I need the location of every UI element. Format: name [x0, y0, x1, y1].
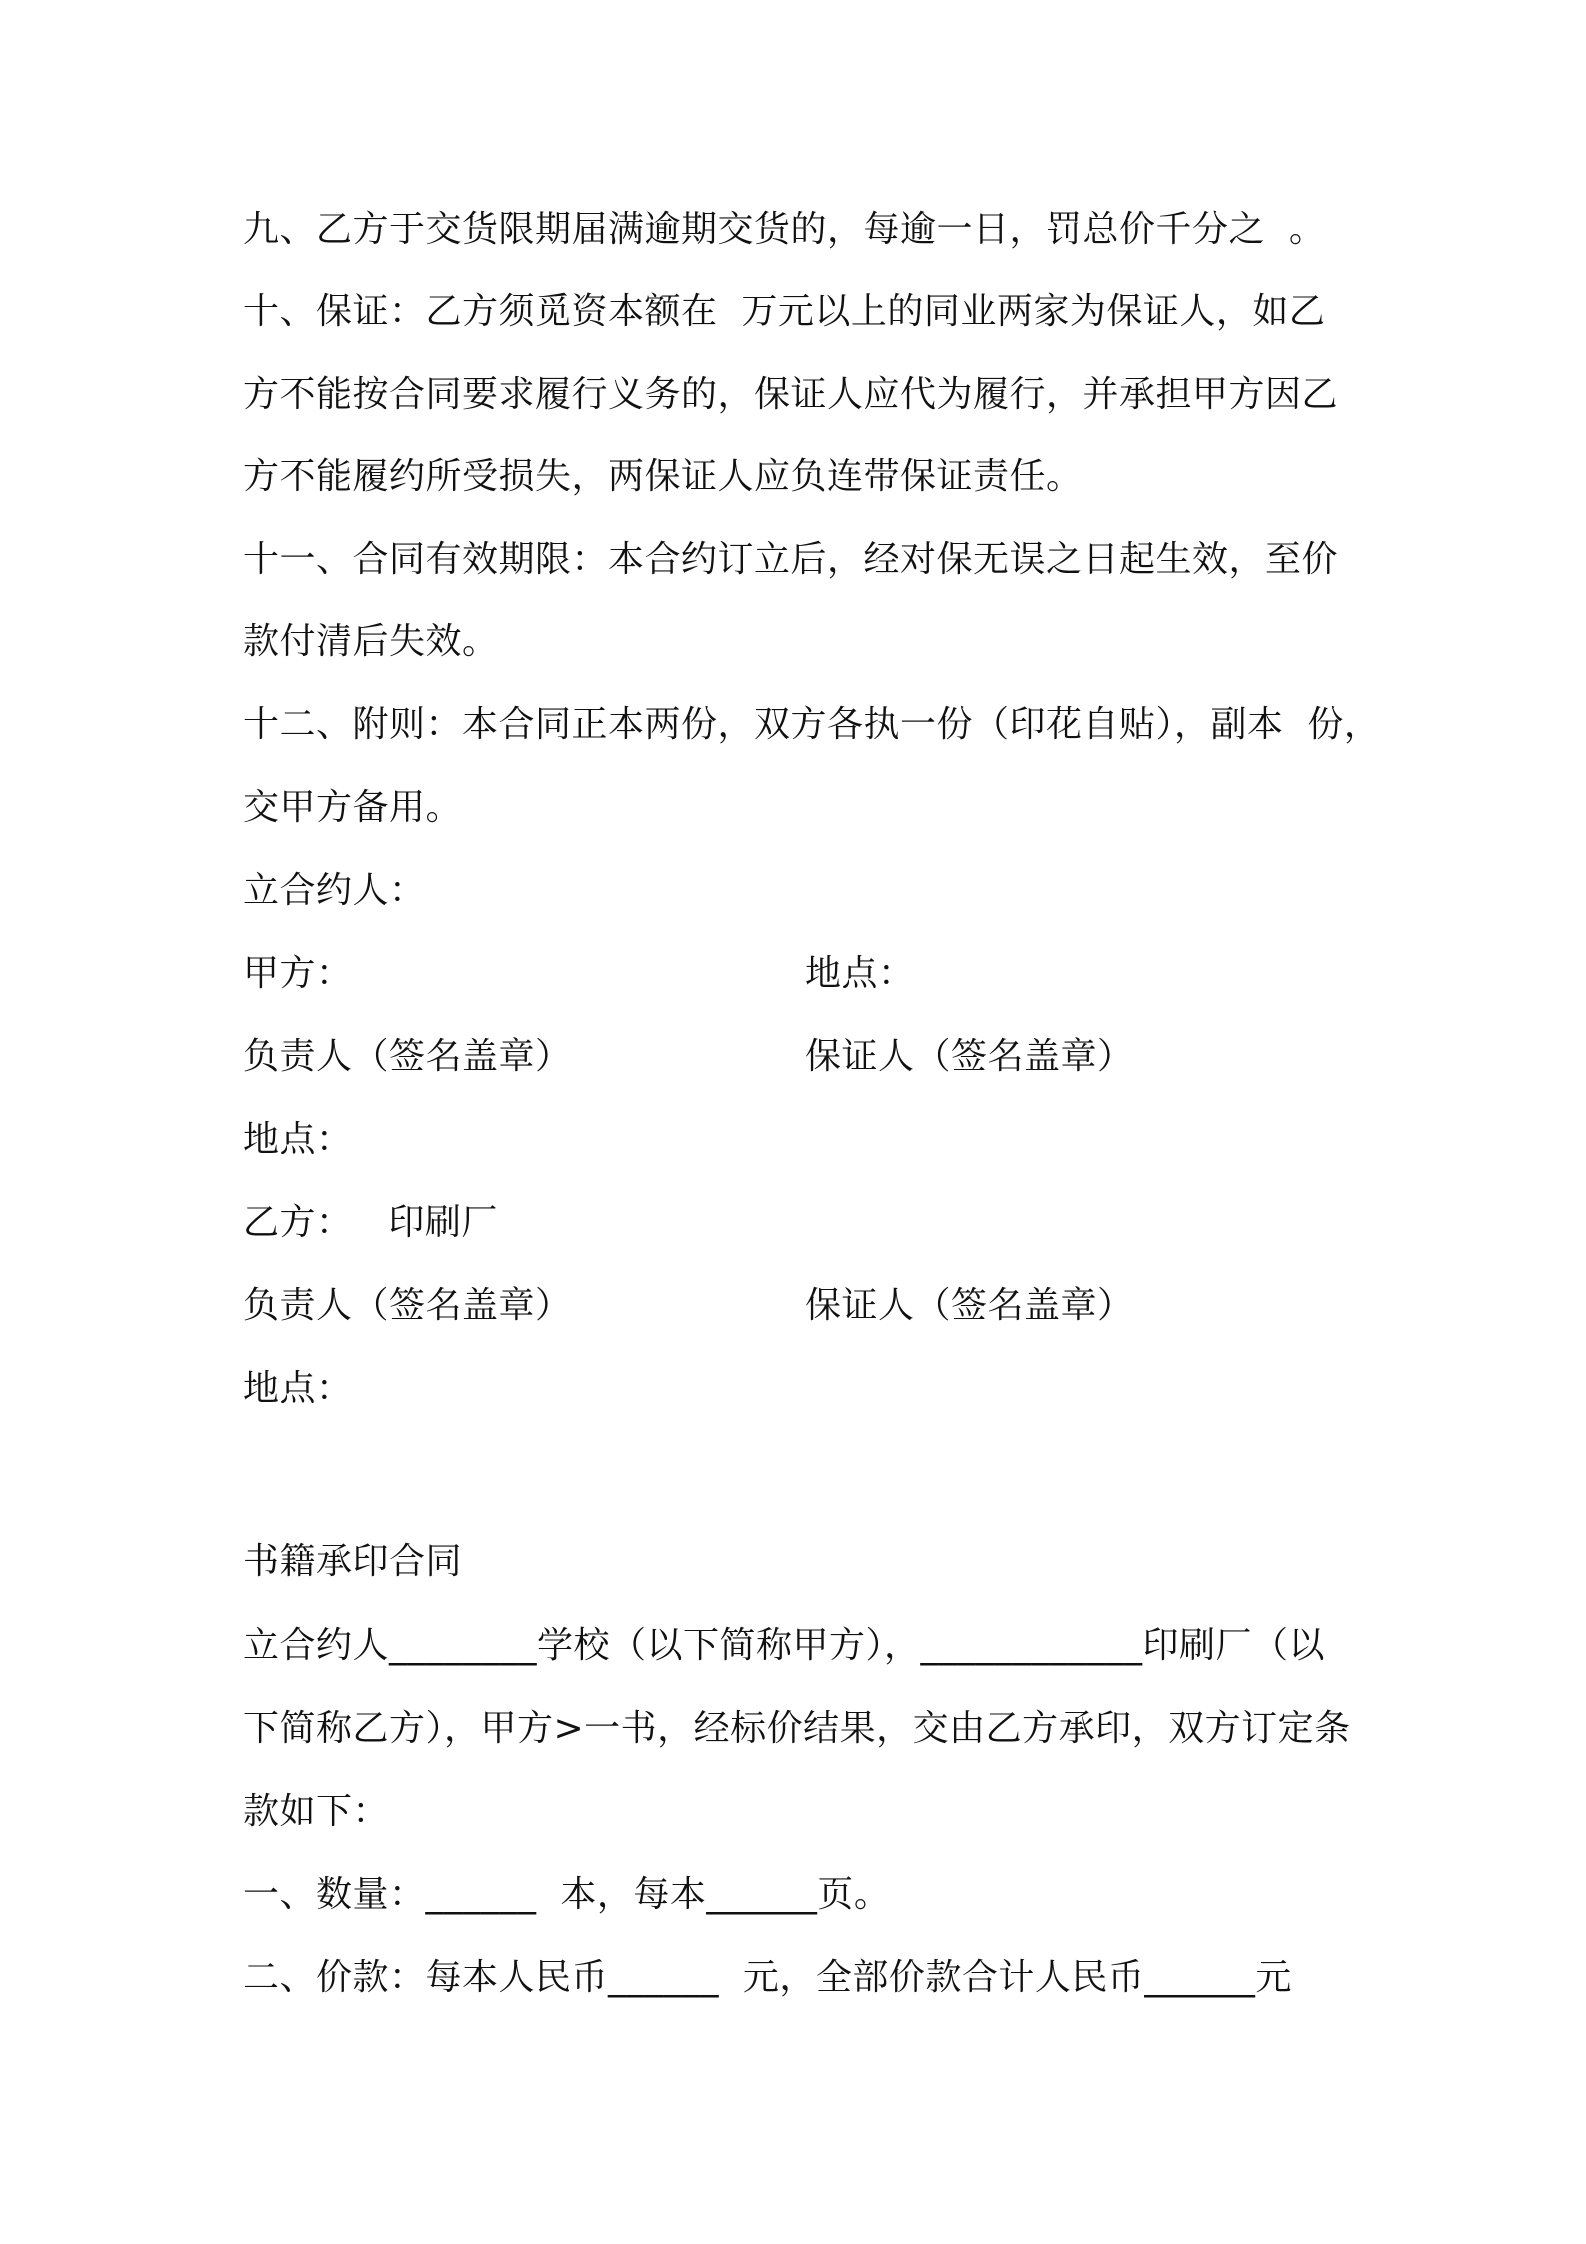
clause-12-line-2: 交甲方备用。 [243, 787, 463, 828]
location-label-2: 地点： [243, 1119, 353, 1160]
location-label-1: 地点： [805, 953, 915, 994]
clause-10-line-1: 十、保证：乙方须觅资本额在 万元以上的同业两家为保证人，如乙 [243, 291, 1326, 332]
clause-10-line-2: 方不能按合同要求履行义务的，保证人应代为履行，并承担甲方因乙 [243, 374, 1339, 415]
clause-11-line-2: 款付清后失效。 [243, 621, 499, 662]
clause-2-price: 二、价款：每本人民币______ 元，全部价款合计人民币______元 [243, 1957, 1292, 1998]
clause-12-line-1: 十二、附则：本合同正本两份，双方各执一份（印花自贴），副本 份， [243, 704, 1381, 745]
intro-line-1: 立合约人________学校（以下简称甲方），____________印刷厂（以 [243, 1625, 1326, 1666]
clause-10-line-3: 方不能履约所受损失，两保证人应负连带保证责任。 [243, 456, 1083, 497]
party-a-label: 甲方： [243, 953, 353, 994]
intro-line-3: 款如下： [243, 1791, 390, 1832]
location-label-3: 地点： [243, 1368, 353, 1409]
responsible-person-b: 负责人（签名盖章） [243, 1285, 572, 1326]
intro-line-2: 下简称乙方），甲方>一书，经标价结果，交由乙方承印，双方订定条 [243, 1708, 1351, 1749]
contract-title: 书籍承印合同 [243, 1541, 463, 1582]
signatories-heading: 立合约人： [243, 870, 426, 911]
party-b-label: 乙方： 印刷厂 [243, 1202, 498, 1243]
responsible-person-a: 负责人（签名盖章） [243, 1036, 572, 1077]
clause-9: 九、乙方于交货限期届满逾期交货的，每逾一日，罚总价千分之 。 [243, 209, 1326, 250]
clause-1-quantity: 一、数量：______ 本，每本______页。 [243, 1874, 891, 1915]
guarantor-1: 保证人（签名盖章） [805, 1036, 1134, 1077]
clause-11-line-1: 十一、合同有效期限：本合约订立后，经对保无误之日起生效，至价 [243, 539, 1339, 580]
guarantor-2: 保证人（签名盖章） [805, 1285, 1134, 1326]
